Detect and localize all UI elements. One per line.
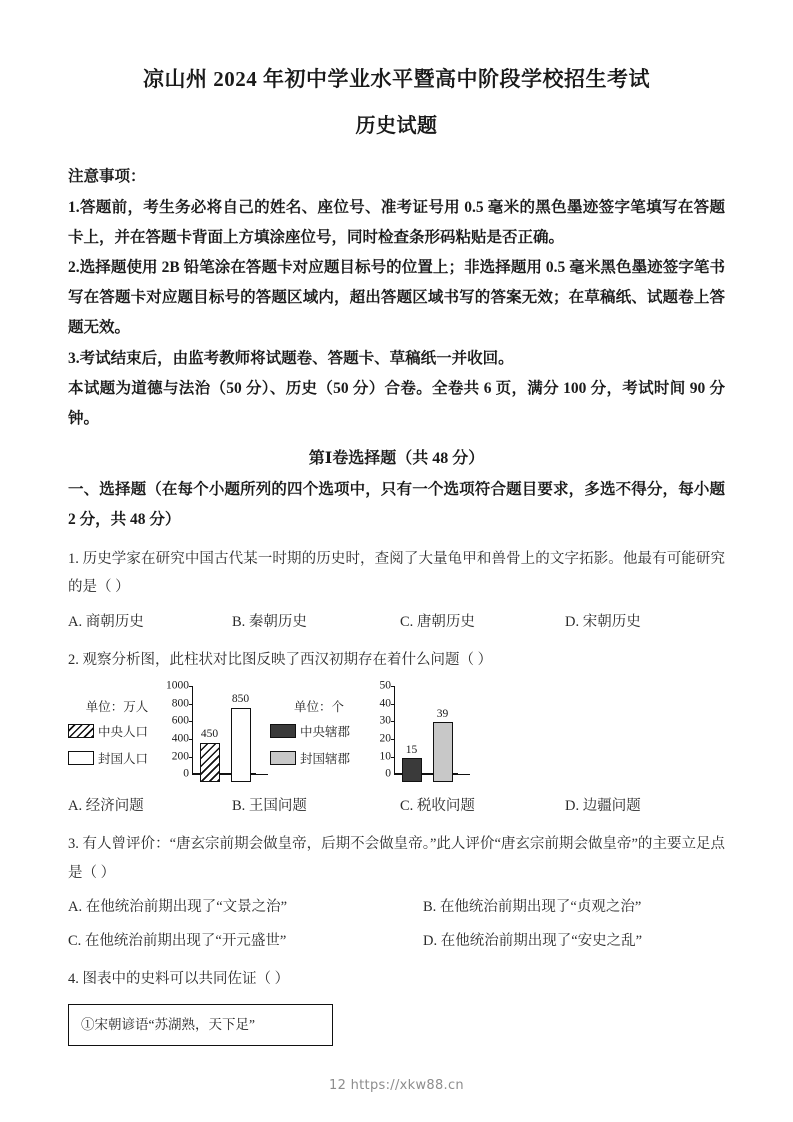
bar-rect-central-population: [200, 743, 220, 783]
population-chart-legend: [68, 697, 166, 782]
legend-label-central-commandery: 中央辖郡: [300, 725, 351, 740]
question-1-option-c[interactable]: C. 唐朝历史: [400, 613, 475, 630]
page-footer: 12 https://xkw88.cn: [329, 1078, 464, 1093]
question-2-option-c[interactable]: C. 税收问题: [400, 798, 475, 815]
legend-label-vassal-population: 封国人口: [98, 752, 149, 767]
population-chart-plot: [166, 679, 258, 782]
y-tick-600: 600: [171, 714, 189, 727]
bar-value-central-commandery: 15: [405, 743, 418, 756]
bar-value-central-population: 450: [200, 728, 219, 741]
bar-rect-vassal-commandery: [433, 722, 453, 782]
commandery-chart-bars: [396, 694, 458, 782]
legend-item-vassal-commandery: [270, 749, 368, 767]
question-3: [68, 830, 725, 955]
legend-item-central-commandery: [270, 722, 368, 740]
y-tick-400: 400: [171, 732, 189, 745]
bar-vassal-population: [231, 694, 251, 782]
question-1: [68, 545, 725, 636]
page-subtitle: 历史试题: [355, 115, 438, 138]
y-tick-10: 10: [379, 749, 391, 762]
source-item-1: ①宋朝谚语“苏湖熟，天下足”: [81, 1016, 255, 1032]
bar-value-vassal-population: 850: [231, 693, 250, 706]
question-2: [68, 646, 725, 821]
question-2-options: [68, 792, 725, 820]
question-4-source-box: [68, 1004, 333, 1046]
notice-item-4: 本试题为道德与法治（50 分）、历史（50 分）合卷。全卷共 6 页，满分 100 分，考试时间 90 分钟。: [68, 379, 725, 428]
y-tick-50: 50: [379, 679, 391, 692]
question-1-option-a[interactable]: A. 商朝历史: [68, 613, 144, 630]
question-4: [68, 965, 725, 1046]
question-3-stem: 3. 有人曾评价：“唐玄宗前期会做皇帝，后期不会做皇帝。”此人评价“唐玄宗前期会做皇帝”的主要立足点是（ ）: [68, 836, 725, 881]
gray-swatch-icon: [270, 751, 296, 765]
legend-item-central-population: [68, 722, 166, 740]
question-2-stem: 2. 观察分析图，此柱状对比图反映了西汉初期存在着什么问题（ ）: [68, 651, 493, 668]
bar-vassal-commandery: [433, 694, 453, 782]
legend-label-vassal-commandery: 封国辖郡: [300, 752, 351, 767]
y-tick-0: 0: [183, 767, 189, 780]
legend-item-vassal-population: [68, 749, 166, 767]
question-1-options: [68, 608, 725, 636]
notice-item-2: 2.选择题使用 2B 铅笔涂在答题卡对应题目标号的位置上；非选择题用 0.5 毫米黑色墨迹签字笔书写在答题卡对应题目标号的答题区域内，超出答题区域书写的答案无效；在草稿纸、试题卷上答题无效。: [68, 258, 725, 337]
commandery-chart-plot: [368, 679, 460, 782]
population-chart-y-axis: [166, 679, 192, 780]
y-tick-200: 200: [171, 749, 189, 762]
question-1-option-b[interactable]: B. 秦朝历史: [232, 613, 307, 630]
commandery-chart-unit: 单位：个: [293, 700, 344, 715]
y-tick-800: 800: [171, 697, 189, 709]
question-3-option-b[interactable]: B. 在他统治前期出现了“贞观之治”: [423, 898, 642, 915]
question-2-option-a[interactable]: A. 经济问题: [68, 798, 144, 815]
bar-central-population: [200, 694, 220, 782]
question-2-figure: [68, 679, 725, 782]
dark-swatch-icon: [270, 724, 296, 738]
y-tick-40: 40: [379, 697, 391, 709]
section-intro: 一、选择题（在每个小题所列的四个选项中，只有一个选项符合题目要求，多选不得分，每小题 2 分，共 48 分）: [68, 480, 725, 528]
question-3-option-c[interactable]: C. 在他统治前期出现了“开元盛世”: [68, 933, 287, 950]
page-title: 凉山州 2024 年初中学业水平暨高中阶段学校招生考试: [143, 67, 650, 91]
y-tick-0: 0: [385, 767, 391, 780]
question-3-options-row-1: [68, 893, 725, 921]
population-chart-unit: 单位：万人: [85, 700, 149, 715]
notices-section: [68, 162, 725, 434]
question-3-options-row-2: [68, 927, 725, 955]
question-4-stem: 4. 图表中的史料可以共同佐证（ ）: [68, 971, 290, 988]
population-bar-chart: [68, 679, 258, 782]
question-3-option-a[interactable]: A. 在他统治前期出现了“文景之治”: [68, 898, 288, 915]
question-3-option-d[interactable]: D. 在他统治前期出现了“安史之乱”: [423, 933, 643, 950]
y-tick-20: 20: [379, 732, 391, 745]
commandery-chart-y-axis: [368, 679, 394, 780]
hatched-swatch-icon: [68, 724, 94, 738]
notices-heading: 注意事项：: [68, 168, 146, 186]
bar-central-commandery: [402, 694, 422, 782]
notice-item-1: 1.答题前，考生务必将自己的姓名、座位号、准考证号用 0.5 毫米的黑色墨迹签字笔填写在答题卡上，并在答题卡背面上方填涂座位号，同时检查条形码粘贴是否正确。: [68, 198, 725, 246]
white-swatch-icon: [68, 751, 94, 765]
notice-item-3: 3.考试结束后，由监考教师将试题卷、答题卡、草稿纸一并收回。: [68, 349, 514, 367]
bar-rect-vassal-population: [231, 708, 251, 783]
commandery-chart-legend: [270, 697, 368, 782]
commandery-bar-chart: [270, 679, 460, 782]
question-2-option-b[interactable]: B. 王国问题: [232, 798, 307, 815]
part-one-title: 第Ⅰ卷选择题（共 48 分）: [308, 450, 485, 468]
question-1-stem: 1. 历史学家在研究中国古代某一时期的历史时，查阅了大量龟甲和兽骨上的文字拓影。他最有可能研究的是（ ）: [68, 551, 725, 596]
legend-label-central-population: 中央人口: [98, 725, 149, 740]
y-tick-30: 30: [379, 714, 391, 727]
y-tick-1000: 1000: [166, 679, 189, 692]
question-2-option-d[interactable]: D. 边疆问题: [565, 798, 641, 815]
population-chart-bars: [194, 694, 256, 782]
question-1-option-d[interactable]: D. 宋朝历史: [565, 613, 641, 630]
bar-rect-central-commandery: [402, 758, 422, 782]
bar-value-vassal-commandery: 39: [436, 707, 449, 720]
